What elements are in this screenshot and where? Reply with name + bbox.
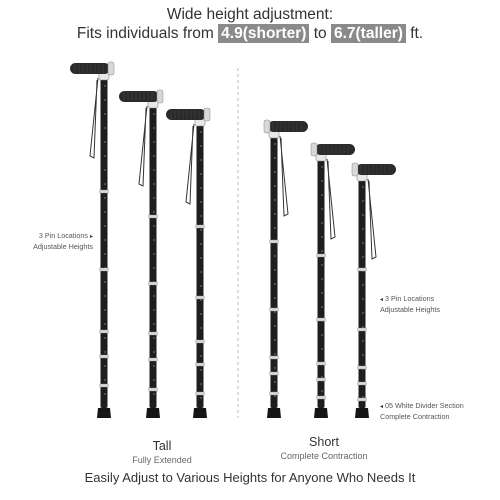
headline-suffix: ft. <box>405 25 424 42</box>
cane-speckle <box>200 397 201 398</box>
cane-rubber-tip <box>193 408 207 418</box>
wrist-strap <box>90 78 98 158</box>
cane-speckle <box>274 157 275 158</box>
wrist-strap <box>139 106 147 186</box>
cane-speckle <box>153 113 154 114</box>
cane-collar <box>270 372 279 375</box>
cane-collar <box>196 392 205 395</box>
cane-rubber-tip <box>267 408 281 418</box>
cane-speckle <box>153 155 154 156</box>
cane-speckle <box>321 250 322 251</box>
cane-speckle <box>104 169 105 170</box>
cane-shaft <box>271 134 278 408</box>
note-left-line2: Adjustable Heights <box>33 242 93 251</box>
cane-collar <box>196 296 205 299</box>
cane-speckle <box>200 173 201 174</box>
cane-speckle <box>153 351 154 352</box>
cane-speckle <box>153 211 154 212</box>
cane-speckle <box>153 337 154 338</box>
cane-speckle <box>104 281 105 282</box>
cane-speckle <box>104 239 105 240</box>
cane-speckle <box>362 200 363 201</box>
cane-collar <box>270 392 279 395</box>
cane-shaft <box>318 157 325 408</box>
cane-speckle <box>321 194 322 195</box>
grip-cap <box>157 90 163 103</box>
cane-speckle <box>104 183 105 184</box>
cane-collar <box>196 363 205 366</box>
cane-speckle <box>153 295 154 296</box>
max-height-badge: 6.7(taller) <box>331 24 406 43</box>
cane-collar <box>358 382 367 385</box>
cane-collar <box>270 308 279 311</box>
cane-rubber-tip <box>146 408 160 418</box>
cane-speckle <box>104 211 105 212</box>
cane-speckle <box>200 355 201 356</box>
cane-collar <box>317 362 326 365</box>
cane-speckle <box>200 369 201 370</box>
headline-prefix: Fits individuals from <box>76 25 219 42</box>
cane-speckle <box>200 383 201 384</box>
cane-speckle <box>274 143 275 144</box>
footer-caption: Easily Adjust to Various Heights for Anyone Who Needs It <box>84 470 416 485</box>
cane-speckle <box>104 393 105 394</box>
cane-grip <box>166 109 206 120</box>
cane-speckle <box>153 183 154 184</box>
cane-speckle <box>104 99 105 100</box>
cane-speckle <box>274 297 275 298</box>
cane-collar <box>196 225 205 228</box>
cane-speckle <box>104 365 105 366</box>
wrist-strap <box>186 124 194 204</box>
cane-speckle <box>362 256 363 257</box>
cane-collar <box>270 240 279 243</box>
cane-collar <box>317 318 326 321</box>
note-right2-line2: Complete Contraction <box>380 412 450 421</box>
cane-speckle <box>104 141 105 142</box>
cane-speckle <box>153 225 154 226</box>
cane-speckle <box>321 390 322 391</box>
cane-collar <box>358 328 367 331</box>
cane-grip <box>315 144 355 155</box>
headline-line1: Wide height adjustment: <box>166 6 334 23</box>
cane-speckle <box>274 255 275 256</box>
cane-speckle <box>274 311 275 312</box>
cane-speckle <box>274 367 275 368</box>
cane-grip <box>119 91 159 102</box>
cane-speckle <box>362 228 363 229</box>
cane-speckle <box>200 243 201 244</box>
cane-speckle <box>104 351 105 352</box>
cane-speckle <box>200 313 201 314</box>
cane-speckle <box>362 312 363 313</box>
arrow-left-icon: ◂ <box>380 297 384 303</box>
cane-collar <box>149 282 158 285</box>
cane-grip <box>356 164 396 175</box>
cane-speckle <box>274 395 275 396</box>
cane-speckle <box>153 169 154 170</box>
cane-speckle <box>321 180 322 181</box>
cane-speckle <box>274 185 275 186</box>
cane-speckle <box>153 323 154 324</box>
cane-speckle <box>153 393 154 394</box>
min-height-badge: 4.9(shorter) <box>218 24 309 43</box>
group-short-subtitle: Complete Contraction <box>280 451 368 461</box>
cane-collar <box>358 398 367 401</box>
cane-speckle <box>274 381 275 382</box>
cane-collar <box>100 330 109 333</box>
cane-speckle <box>321 376 322 377</box>
cane-speckle <box>200 257 201 258</box>
cane-speckle <box>362 326 363 327</box>
cane-speckle <box>104 113 105 114</box>
cane-collar <box>100 384 109 387</box>
grip-cap <box>264 120 270 133</box>
note-right2-line1: 05 White Divider Section <box>385 401 464 410</box>
cane-speckle <box>274 325 275 326</box>
cane-speckle <box>321 236 322 237</box>
wrist-strap <box>327 159 335 239</box>
cane-speckle <box>362 340 363 341</box>
grip-cap <box>352 163 358 176</box>
cane-collar <box>149 358 158 361</box>
cane-speckle <box>200 145 201 146</box>
cane-speckle <box>200 271 201 272</box>
cane-speckle <box>104 379 105 380</box>
cane-speckle <box>362 284 363 285</box>
cane-speckle <box>362 214 363 215</box>
cane-collar <box>149 215 158 218</box>
cane-speckle <box>274 199 275 200</box>
note-right-divider-section <box>380 401 464 421</box>
cane-speckle <box>321 264 322 265</box>
cane-speckle <box>321 334 322 335</box>
cane-shaft <box>359 177 366 408</box>
cane-speckle <box>104 127 105 128</box>
cane-collar <box>100 190 109 193</box>
cane-speckle <box>200 327 201 328</box>
wrist-strap <box>368 179 376 259</box>
cane-shaft <box>150 104 157 408</box>
cane-collar <box>196 340 205 343</box>
cane-speckle <box>200 131 201 132</box>
cane-speckle <box>153 379 154 380</box>
cane-speckle <box>274 353 275 354</box>
cane-speckle <box>321 306 322 307</box>
cane-collar <box>149 332 158 335</box>
cane-speckle <box>104 225 105 226</box>
cane-rubber-tip <box>314 408 328 418</box>
cane-speckle <box>153 197 154 198</box>
group-label-tall <box>92 439 232 465</box>
cane-grip <box>70 63 110 74</box>
cane-speckle <box>362 396 363 397</box>
cane-collar <box>358 268 367 271</box>
cane-collar <box>317 254 326 257</box>
headline-mid: to <box>309 25 331 42</box>
cane-speckle <box>153 267 154 268</box>
cane-speckle <box>321 166 322 167</box>
note-right1-line2: Adjustable Heights <box>380 305 440 314</box>
cane-speckle <box>200 215 201 216</box>
cane-rubber-tip <box>355 408 369 418</box>
cane-speckle <box>321 208 322 209</box>
cane-speckle <box>274 227 275 228</box>
cane-speckle <box>153 141 154 142</box>
grip-cap <box>108 62 114 75</box>
cane-speckle <box>104 337 105 338</box>
wrist-strap <box>280 136 288 216</box>
cane-speckle <box>362 242 363 243</box>
cane-speckle <box>362 298 363 299</box>
cane-speckle <box>362 186 363 187</box>
cane-speckle <box>362 354 363 355</box>
cane-collar <box>149 388 158 391</box>
note-left-line1: 3 Pin Locations <box>38 231 88 240</box>
cane-speckle <box>153 127 154 128</box>
cane-speckle <box>321 278 322 279</box>
cane-speckle <box>104 197 105 198</box>
cane-speckle <box>321 222 322 223</box>
cane-grip <box>268 121 308 132</box>
arrow-right-icon: ▸ <box>89 234 93 240</box>
cane-collar <box>100 268 109 271</box>
group-tall-subtitle: Fully Extended <box>132 455 192 465</box>
group-short-title: Short <box>309 435 339 449</box>
cane-speckle <box>274 171 275 172</box>
cane-speckle <box>274 283 275 284</box>
cane-speckle <box>104 253 105 254</box>
cane-speckle <box>200 229 201 230</box>
cane-speckle <box>274 269 275 270</box>
cane-speckle <box>200 159 201 160</box>
cane-speckle <box>200 187 201 188</box>
cane-collar <box>100 355 109 358</box>
cane-collar <box>317 396 326 399</box>
cane-speckle <box>200 201 201 202</box>
cane-speckle <box>321 348 322 349</box>
cane-speckle <box>153 253 154 254</box>
cane-speckle <box>200 299 201 300</box>
grip-cap <box>204 108 210 121</box>
cane-speckle <box>104 155 105 156</box>
cane-speckle <box>153 309 154 310</box>
cane-rubber-tip <box>97 408 111 418</box>
cane-speckle <box>104 85 105 86</box>
cane-speckle <box>321 292 322 293</box>
cane-collar <box>317 378 326 381</box>
cane-speckle <box>153 239 154 240</box>
group-tall-title: Tall <box>152 439 172 453</box>
cane-speckle <box>200 285 201 286</box>
grip-cap <box>311 143 317 156</box>
cane-speckle <box>104 309 105 310</box>
group-label-short <box>254 435 394 461</box>
arrow-left-icon: ◂ <box>380 404 384 410</box>
cane-speckle <box>104 295 105 296</box>
cane-shaft <box>101 76 108 408</box>
cane-speckle <box>153 365 154 366</box>
note-right-pin-locations <box>380 294 440 314</box>
note-right1-line1: 3 Pin Locations <box>385 294 435 303</box>
cane-speckle <box>274 339 275 340</box>
cane-collar <box>270 356 279 359</box>
cane-speckle <box>104 323 105 324</box>
cane-speckle <box>274 213 275 214</box>
note-left-pin-locations <box>18 231 93 251</box>
cane-collar <box>358 366 367 369</box>
